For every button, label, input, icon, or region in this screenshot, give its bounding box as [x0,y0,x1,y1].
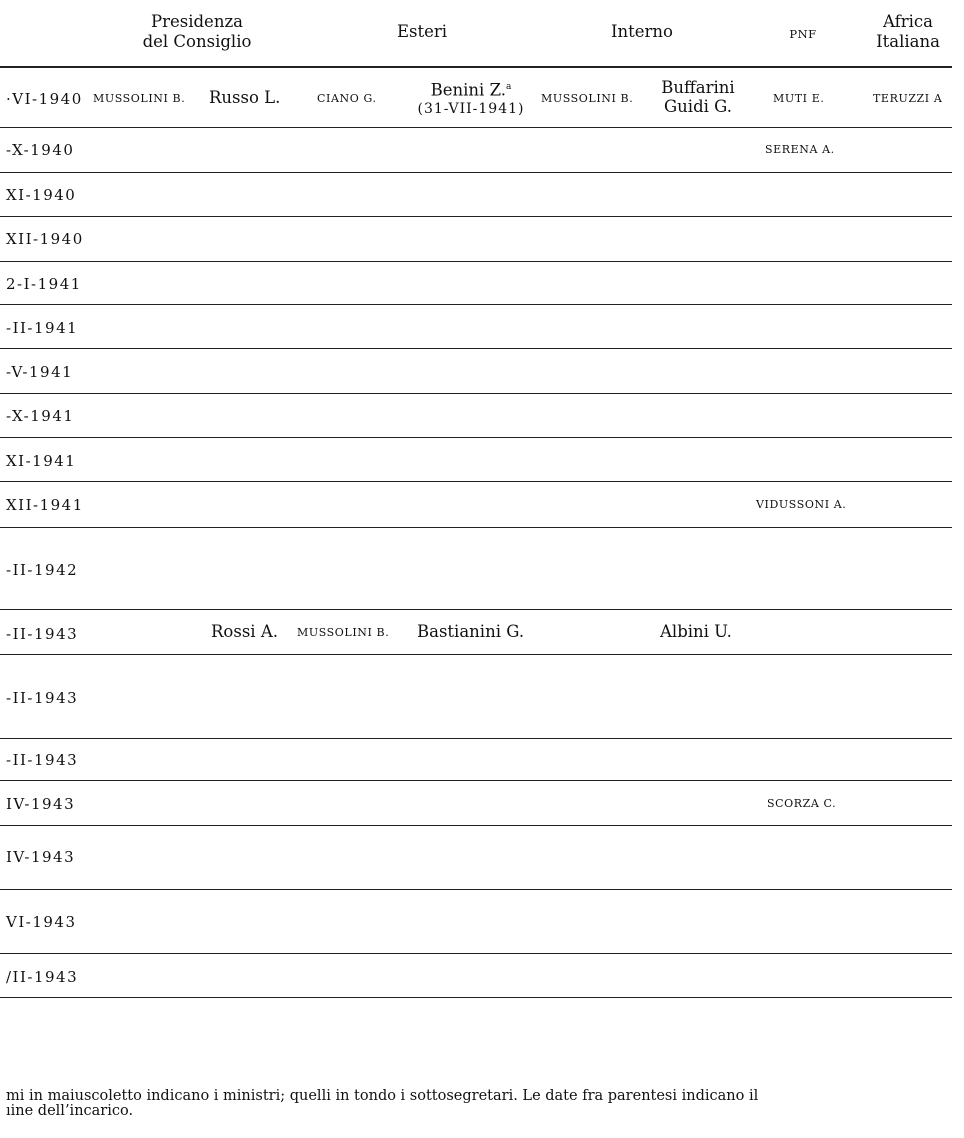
row-date: IV-1943 [6,848,76,866]
esteri-undersecretary [412,78,530,119]
row-date: VI-1943 [6,913,77,931]
row-date: /II-1943 [6,968,79,986]
header-africa [866,12,950,52]
row-date: -V-1941 [6,363,74,381]
row-date: -II-1941 [6,319,79,337]
header-pnf: PNF [789,27,817,41]
row-rule [0,481,952,482]
row-date: -II-1943 [6,625,79,643]
row-date: XII-1940 [6,230,84,248]
esteri-undersecretary-name [412,78,530,100]
header-africa-line1: Africa [883,12,933,31]
row-rule [0,304,952,305]
row-date: XI-1940 [6,186,77,204]
interno-minister: MUSSOLINI B. [541,92,634,105]
pnf-secretary: VIDUSSONI A. [756,498,847,511]
row-date: -II-1943 [6,751,79,769]
row-date: XI-1941 [6,452,77,470]
header-interno: Interno [611,22,673,41]
africa-minister: TERUZZI A [873,92,943,105]
row-rule [0,348,952,349]
header-presidenza [130,12,264,52]
footnote [6,1089,946,1119]
row-rule [0,953,952,954]
row-date: -II-1942 [6,561,79,579]
presidenza-undersecretary: Russo L. [209,88,281,107]
header-presidenza-line1: Presidenza [151,12,243,31]
presidenza-undersecretary: Rossi A. [211,622,278,641]
row-rule [0,780,952,781]
interno-undersecretary [658,78,738,116]
row-rule [0,609,952,610]
pnf-secretary: SCORZA C. [767,797,837,810]
row-rule [0,172,952,173]
row-date: 2-I-1941 [6,275,82,293]
row-rule [0,216,952,217]
header-presidenza-line2: del Consiglio [142,32,252,51]
row-rule [0,997,952,998]
header-africa-line2: Italiana [876,32,940,51]
row-rule [0,127,952,128]
row-date: ·VI-1940 [6,90,83,108]
interno-undersecretary: Albini U. [660,622,732,641]
esteri-undersecretary-date: (31-VII-1941) [417,100,525,117]
footnote-line2: ıine dell’incarico. [6,1103,134,1119]
row-rule [0,527,952,528]
row-rule [0,437,952,438]
header-esteri: Esteri [396,22,448,41]
interno-undersecretary-line2: Guidi G. [663,97,732,116]
pnf-secretary: MUTI E. [773,92,825,105]
esteri-undersecretary-name-text: Benini Z. [430,80,506,100]
row-rule [0,825,952,826]
row-date: -X-1940 [6,141,75,159]
row-date: XII-1941 [6,496,84,514]
row-rule [0,654,952,655]
row-date: -II-1943 [6,689,79,707]
pnf-secretary: SERENA A. [765,143,835,156]
footnote-marker: a [506,82,512,92]
row-date: -X-1941 [6,407,75,425]
footnote-line1: mi in maiuscoletto indicano i ministri; quelli in tondo i sottosegretari. Le date fra parentesi indicano il [6,1088,759,1104]
presidenza-minister: MUSSOLINI B. [93,92,186,105]
row-date: IV-1943 [6,795,76,813]
esteri-undersecretary: Bastianini G. [417,622,525,641]
row-rule [0,261,952,262]
row-rule [0,889,952,890]
esteri-minister: CIANO G. [317,92,377,105]
header-rule [0,66,952,68]
row-rule [0,738,952,739]
esteri-minister: MUSSOLINI B. [297,626,390,639]
row-rule [0,393,952,394]
interno-undersecretary-line1: Buffarini [661,78,735,97]
